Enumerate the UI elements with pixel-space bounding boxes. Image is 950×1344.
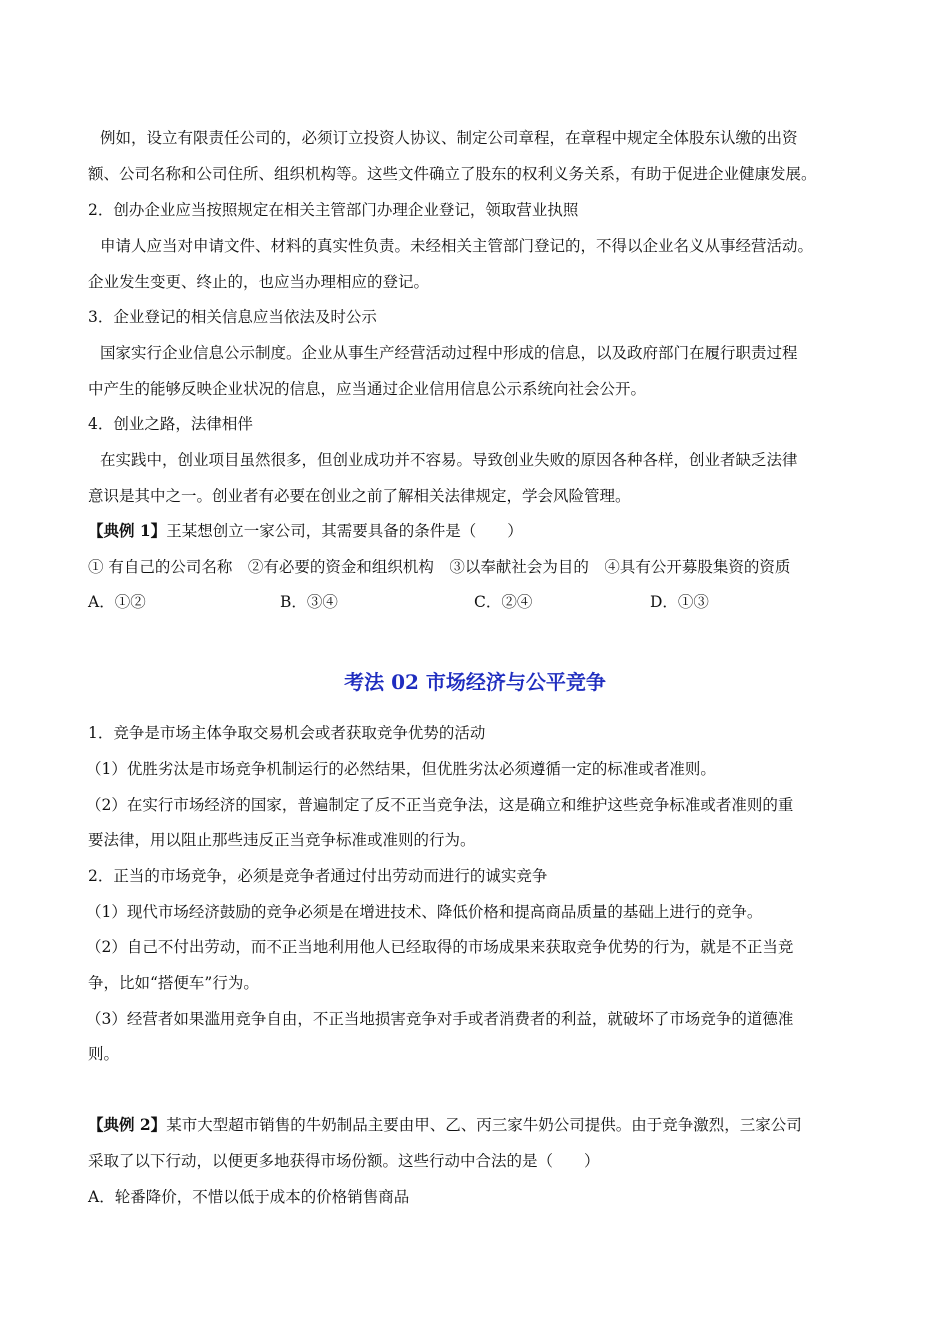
option-a: A．轮番降价，不惜以低于成本的价格销售商品	[88, 1188, 410, 1206]
paragraph-line: （1）现代市场经济鼓励的竞争必须是在增进技术、降低价格和提高商品质量的基础上进行的竞争。	[86, 903, 763, 921]
paragraph-line: （1）优胜劣汰是市场竞争机制运行的必然结果，但优胜劣汰必须遵循一定的标准或者准则。	[86, 760, 716, 778]
example-question	[88, 521, 523, 541]
paragraph-line: 意识是其中之一。创业者有必要在创业之前了解相关法律规定，学会风险管理。	[88, 487, 631, 505]
example-question-text: 某市大型超市销售的牛奶制品主要由甲、乙、丙三家牛奶公司提供。由于竞争激烈，三家公司	[166, 1116, 802, 1134]
paragraph-line: （3）经营者如果滥用竞争自由，不正当地损害竞争对手或者消费者的利益，就破坏了市场竞争的道德准	[86, 1010, 794, 1028]
option-b: B．③④	[280, 593, 338, 611]
example-tag: 【典例 1】	[88, 521, 167, 540]
example-question	[88, 1115, 802, 1135]
paragraph-line: 在实践中，创业项目虽然很多，但创业成功并不容易。导致创业失败的原因各种各样，创业者缺乏法律	[100, 451, 798, 469]
item-heading: 2．正当的市场竞争，必须是竞争者通过付出劳动而进行的诚实竞争	[88, 867, 548, 885]
paragraph-line: （2）在实行市场经济的国家，普遍制定了反不正当竞争法，这是确立和维护这些竞争标准或者准则的重	[86, 796, 794, 814]
paragraph-line: 国家实行企业信息公示制度。企业从事生产经营活动过程中形成的信息，以及政府部门在履行职责过程	[100, 344, 798, 362]
paragraph-line: 申请人应当对申请文件、材料的真实性负责。未经相关主管部门登记的，不得以企业名义从事经营活动。	[100, 237, 814, 255]
paragraph-line: 采取了以下行动，以便更多地获得市场份额。这些行动中合法的是（ ）	[88, 1152, 600, 1170]
item-heading: 3．企业登记的相关信息应当依法及时公示	[88, 308, 377, 326]
example-question-text: 王某想创立一家公司，其需要具备的条件是（ ）	[166, 522, 523, 540]
section-title: 考法 02 市场经济与公平竞争	[344, 670, 606, 694]
paragraph-line: 要法律，用以阻止那些违反正当竞争标准或准则的行为。	[88, 831, 476, 849]
paragraph-line: （2）自己不付出劳动，而不正当地利用他人已经取得的市场成果来获取竞争优势的行为，就是不正当竞	[86, 938, 794, 956]
option-a: A．①②	[88, 593, 146, 611]
paragraph-line: 例如，设立有限责任公司的，必须订立投资人协议、制定公司章程，在章程中规定全体股东认缴的出资	[100, 129, 798, 147]
option-d: D．①③	[650, 593, 709, 611]
paragraph-line: 争，比如“搭便车”行为。	[88, 974, 259, 992]
item-heading: 2．创办企业应当按照规定在相关主管部门办理企业登记，领取营业执照	[88, 201, 579, 219]
paragraph-line: 企业发生变更、终止的，也应当办理相应的登记。	[88, 273, 430, 291]
item-heading: 1．竞争是市场主体争取交易机会或者获取竞争优势的活动	[88, 724, 486, 742]
option-c: C．②④	[474, 593, 533, 611]
example-statements: ① 有自己的公司名称 ②有必要的资金和组织机构 ③以奉献社会为目的 ④具有公开募股集资的资质	[88, 558, 791, 576]
item-heading: 4．创业之路，法律相伴	[88, 415, 253, 433]
paragraph-line: 中产生的能够反映企业状况的信息，应当通过企业信用信息公示系统向社会公开。	[88, 380, 647, 398]
paragraph-line: 额、公司名称和公司住所、组织机构等。这些文件确立了股东的权利义务关系，有助于促进企业健康发展。	[88, 165, 817, 183]
paragraph-line: 则。	[88, 1045, 120, 1063]
example-tag: 【典例 2】	[88, 1115, 167, 1134]
